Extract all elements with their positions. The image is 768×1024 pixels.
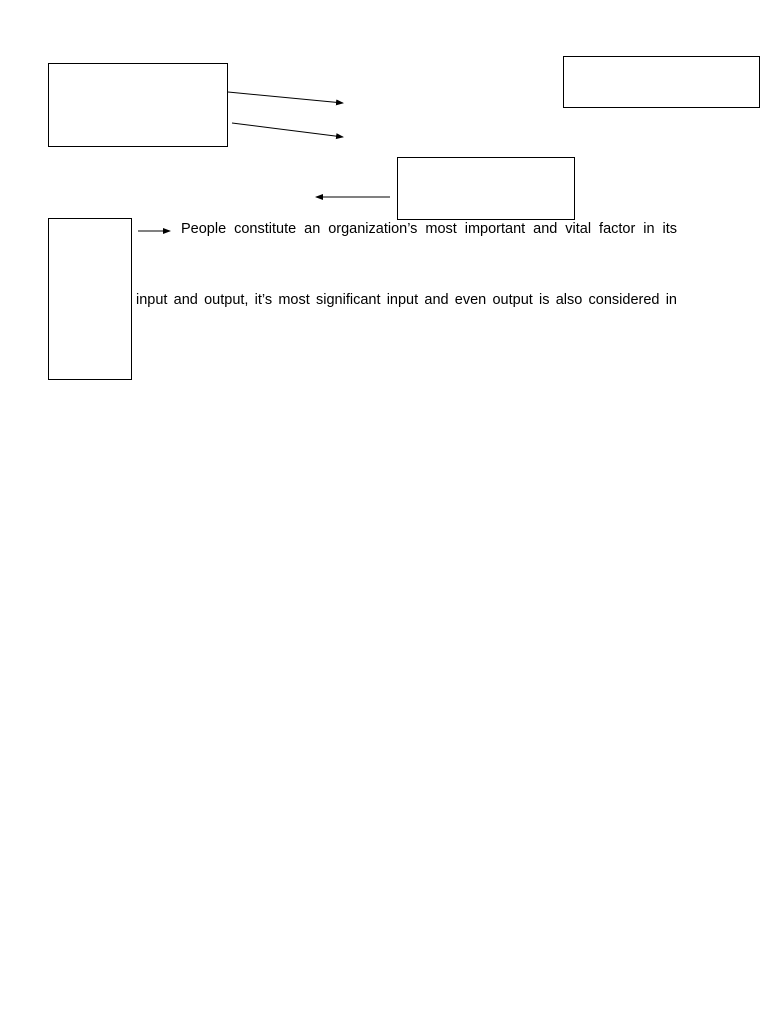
body-text-line-2: input and output, it’s most significant input and even output is also considered in [136, 292, 677, 308]
diagram-box-middle [397, 157, 575, 220]
body-text-line-1: People constitute an organization’s most important and vital factor in its [181, 221, 677, 237]
diagram-box-left-top [48, 63, 228, 147]
arrow-lower-right [232, 123, 343, 137]
diagram-box-right-top [563, 56, 760, 108]
diagram-box-left-tall [48, 218, 132, 380]
arrow-upper-right [228, 92, 343, 103]
